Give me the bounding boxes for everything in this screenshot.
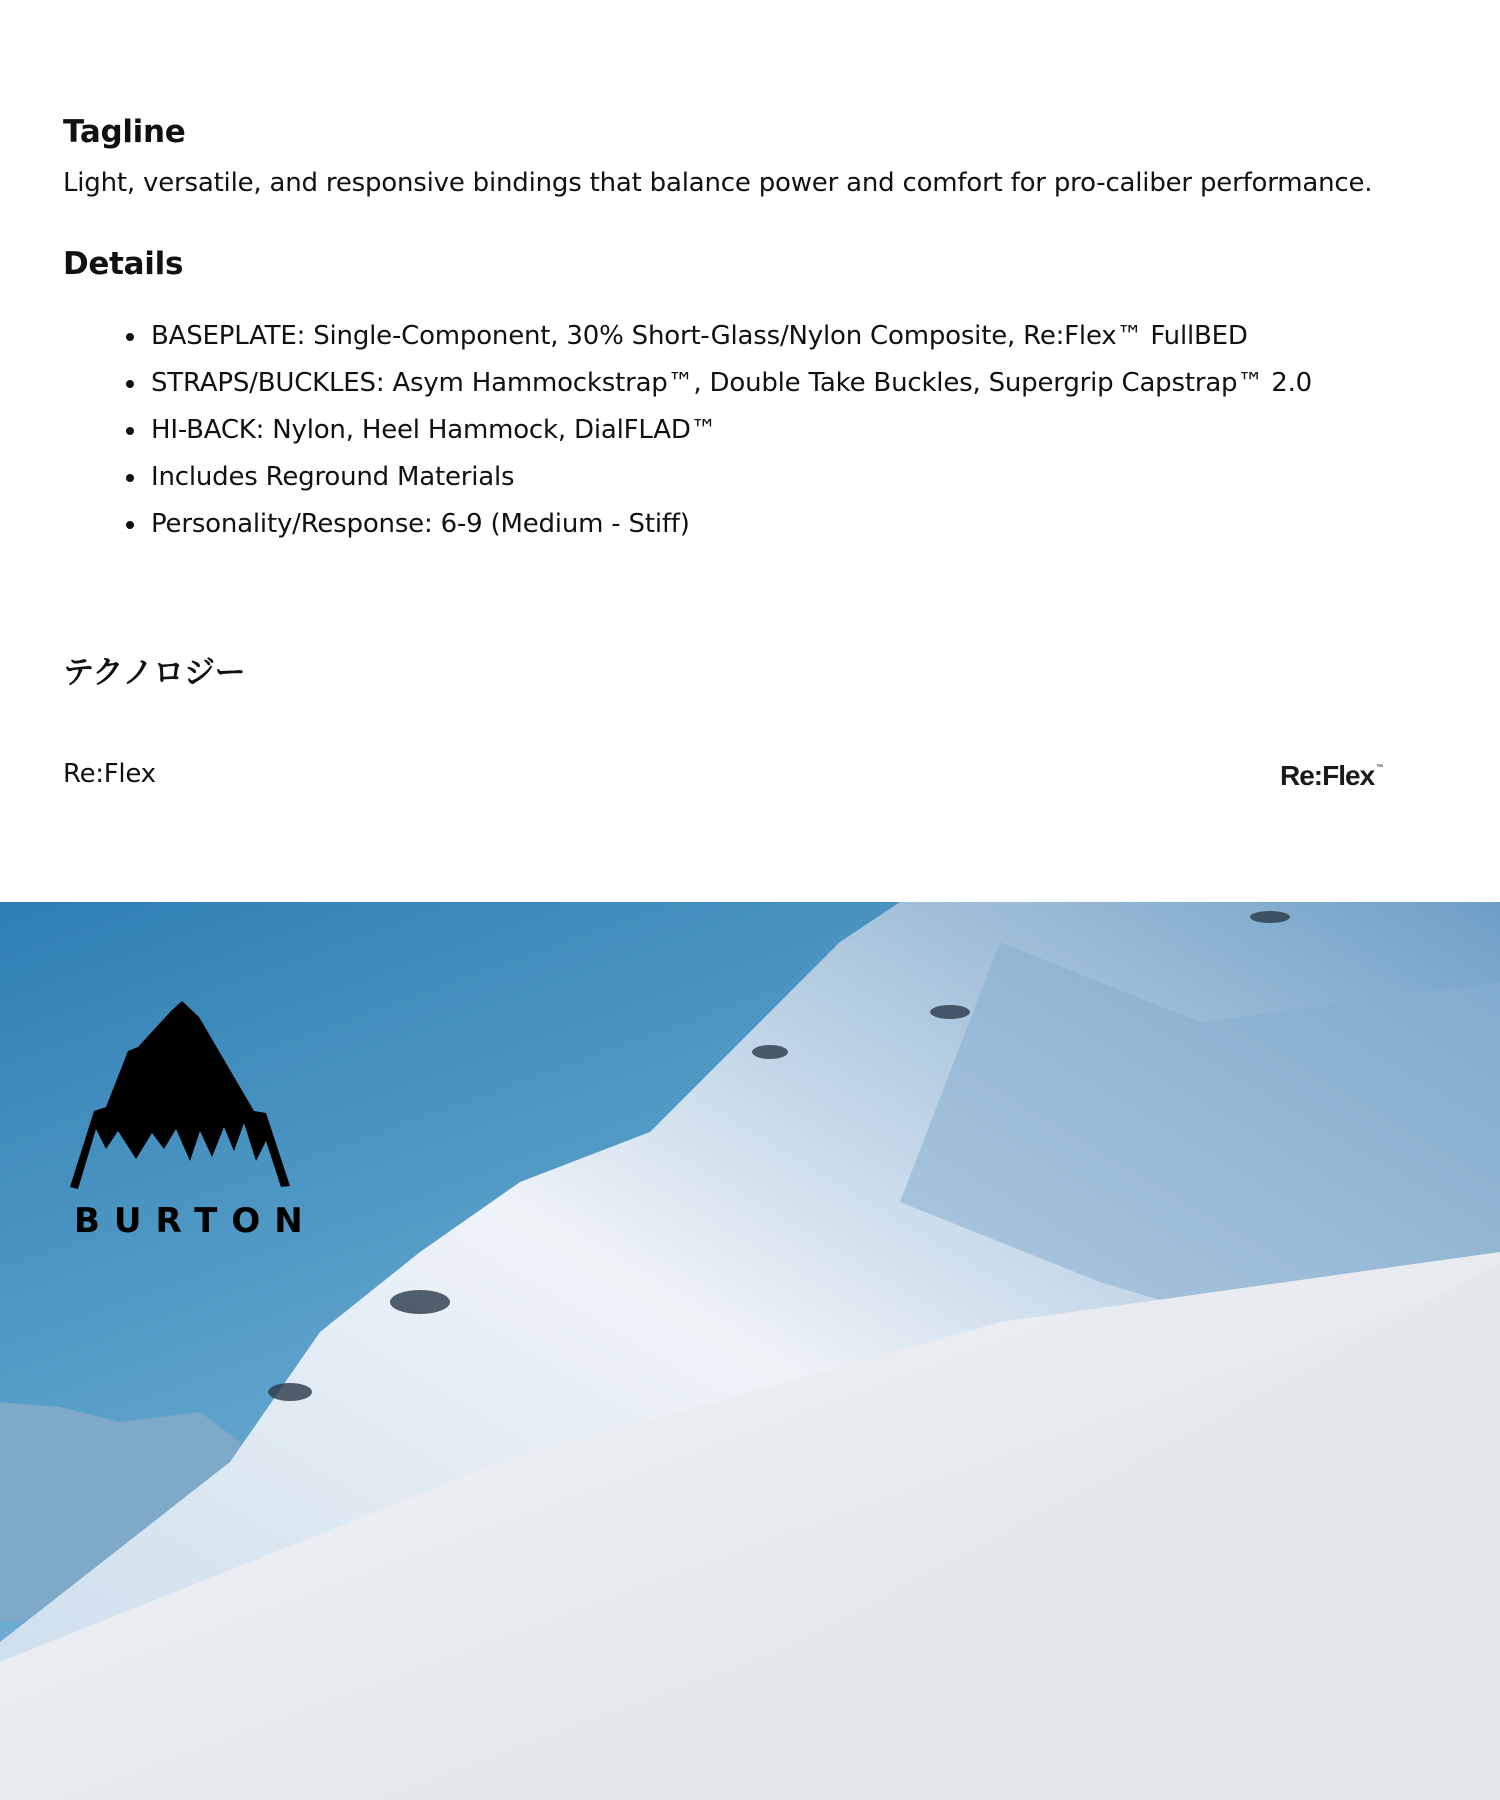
tagline-heading: Tagline [63, 114, 186, 150]
burton-wordmark: BURTON [74, 1201, 317, 1241]
reflex-logo [1280, 760, 1383, 792]
technology-name: Re:Flex [63, 759, 156, 789]
trademark-mark: ™ [1376, 764, 1384, 771]
list-item: HI-BACK: Nylon, Heel Hammock, DialFLAD™ [122, 410, 1312, 457]
reflex-logo-text: Re:Flex [1280, 760, 1375, 791]
technology-heading: テクノロジー [63, 655, 246, 691]
list-item: STRAPS/BUCKLES: Asym Hammockstrap™, Double Take Buckles, Supergrip Capstrap™ 2.0 [122, 363, 1312, 410]
tagline-text: Light, versatile, and responsive bindings that balance power and comfort for pro-caliber performance. [63, 168, 1373, 198]
details-list [122, 316, 1312, 551]
list-item: Includes Reground Materials [122, 457, 1312, 504]
details-heading: Details [63, 246, 184, 282]
list-item: BASEPLATE: Single-Component, 30% Short-Glass/Nylon Composite, Re:Flex™ FullBED [122, 316, 1312, 363]
list-item: Personality/Response: 6-9 (Medium - Stiff) [122, 504, 1312, 551]
snow-mountain-image [0, 902, 1500, 1800]
hero-banner [0, 902, 1500, 1800]
